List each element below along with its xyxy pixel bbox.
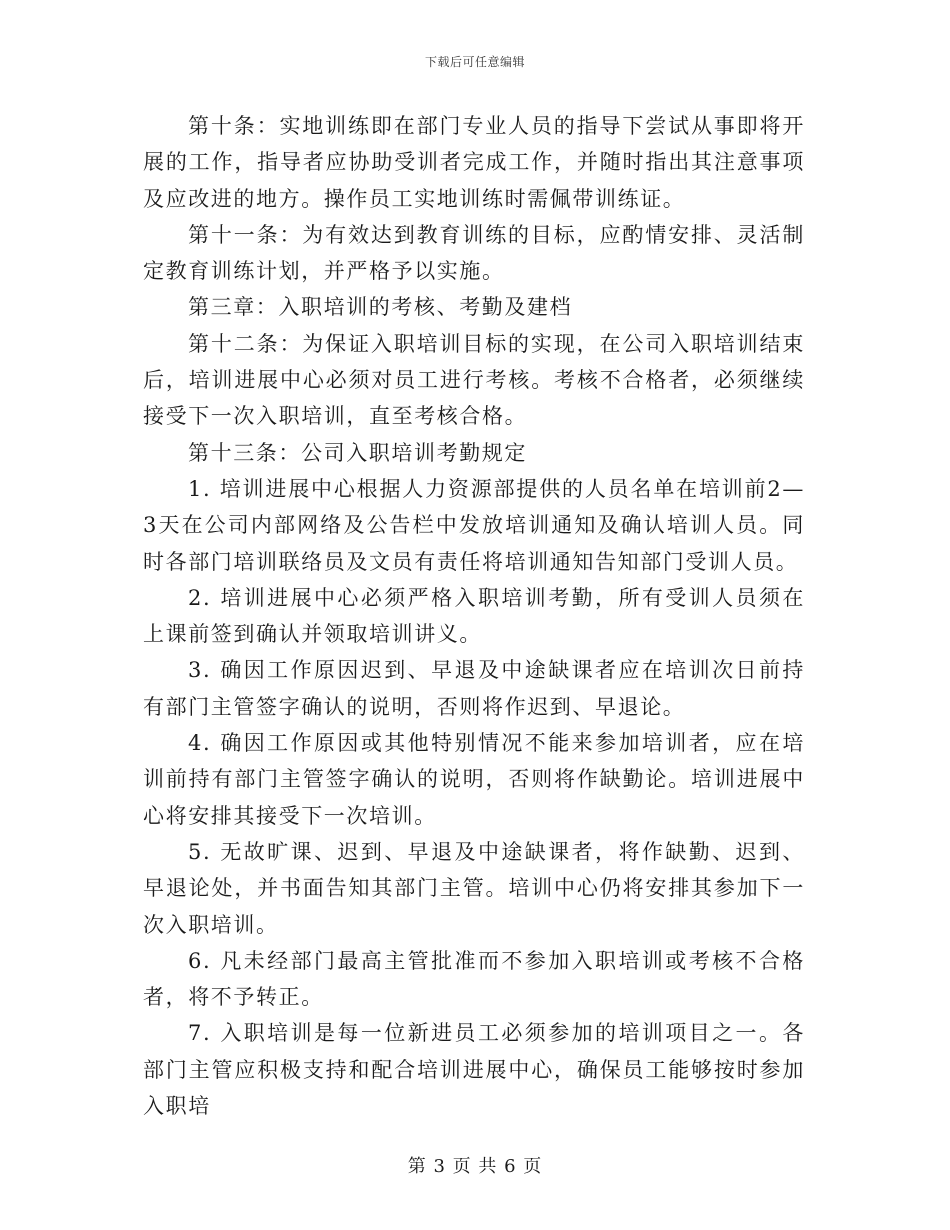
- chapter-heading-3: 第三章：入职培训的考核、考勤及建档: [188, 295, 573, 320]
- list-item-4: 4. 确因工作原因或其他特别情况不能来参加培训者，应在培训前持有部门主管签字确认的说明，否则将作缺勤论。培训进展中心将安排其接受下一次培训。: [143, 731, 805, 828]
- page-footer: 第 3 页 共 6 页: [407, 1156, 543, 1177]
- page-header: 下载后可任意编辑: [424, 55, 525, 69]
- list-item-3: 3. 确因工作原因迟到、早退及中途缺课者应在培训次日前持有部门主管签字确认的说明，否则将作迟到、早退论。: [143, 658, 805, 719]
- document-body: [143, 108, 805, 1124]
- list-item-5: 5. 无故旷课、迟到、早退及中途缺课者，将作缺勤、迟到、早退论处，并书面告知其部门主管。培训中心仍将安排其参加下一次入职培训。: [143, 839, 805, 937]
- list-item-7: 7. 入职培训是每一位新进员工必须参加的培训项目之一。各部门主管应积极支持和配合培训进展中心，确保员工能够按时参加入职培: [143, 1021, 805, 1119]
- list-item-2: 2. 培训进展中心必须严格入职培训考勤，所有受训人员须在上课前签到确认并领取培训讲义。: [143, 585, 805, 647]
- paragraph-article-10: 第十条：实地训练即在部门专业人员的指导下尝试从事即将开展的工作，指导者应协助受训者完成工作，并随时指出其注意事项及应改进的地方。操作员工实地训练时需佩带训练证。: [143, 114, 805, 211]
- paragraph-article-12: 第十二条：为保证入职培训目标的实现，在公司入职培训结束后，培训进展中心必须对员工进行考核。考核不合格者，必须继续接受下一次入职培训，直至考核合格。: [143, 331, 805, 429]
- paragraph-article-13: 第十三条：公司入职培训考勤规定: [188, 440, 527, 465]
- list-item-1: 1. 培训进展中心根据人力资源部提供的人员名单在培训前2—3天在公司内部网络及公告栏中发放培训通知及确认培训人员。同时各部门培训联络员及文员有责任将培训通知告知部门受训人员。: [143, 476, 805, 574]
- paragraph-article-11: 第十一条：为有效达到教育训练的目标，应酌情安排、灵活制定教育训练计划，并严格予以实施。: [143, 222, 805, 284]
- list-item-6: 6. 凡未经部门最高主管批准而不参加入职培训或考核不合格者，将不予转正。: [143, 948, 805, 1010]
